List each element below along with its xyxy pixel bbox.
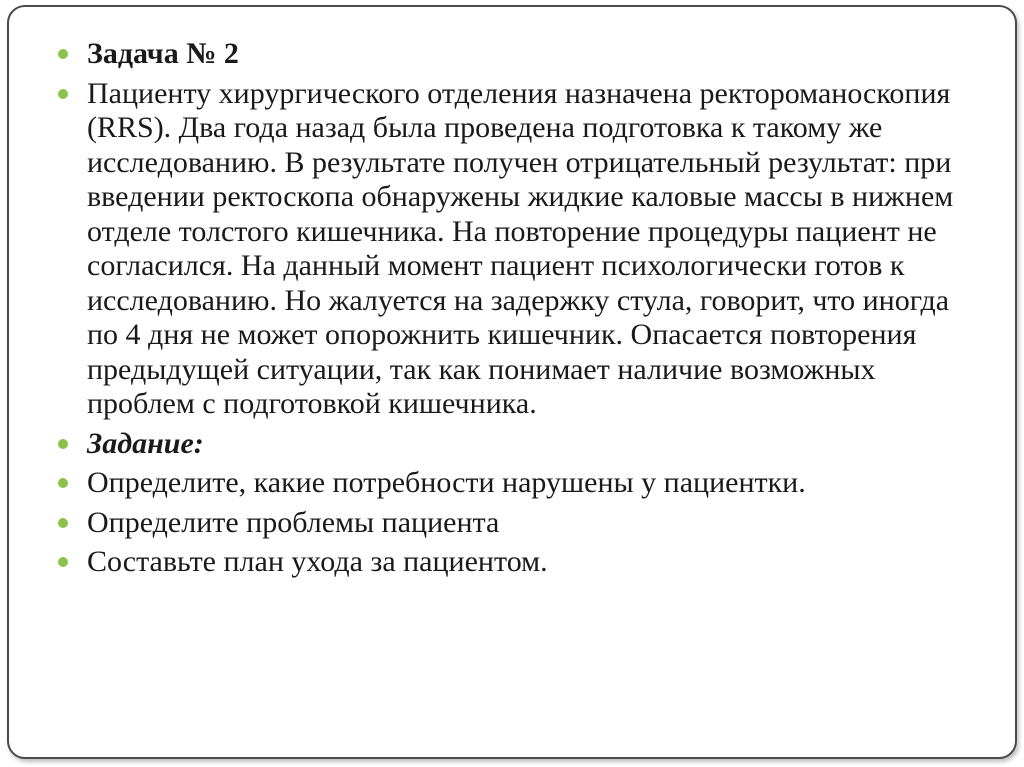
bullet-dot-icon [58,89,68,99]
bullet-item-case [55,77,985,422]
bullet-item-task-2 [55,506,985,541]
bullet-dot-icon [58,478,68,488]
task-text: Определите проблемы пациента [87,505,500,539]
slide-frame [7,5,1017,759]
slide-content [55,37,985,585]
bullet-item-title [55,37,985,72]
bullet-dot-icon [58,439,68,449]
bullet-dot-icon [58,49,68,59]
task-text: Составьте план ухода за пациентом. [87,545,548,578]
bullet-item-task-1 [55,466,985,501]
bullet-item-task-3 [55,545,985,580]
case-description: Пациенту хирургического отделения назначена ректороманоскопия (RRS). Два года назад была проведена подготовка к такому же исследованию. В результате получен отрицательный результат: при введении ректоскопа обнаружены жидкие каловые массы в нижнем отделе толстого кишечника. На повторение процедуры пациент не согласился. На данный момент пациент психологически готов к исследованию. Но жалуется на задержку стула, говорит, что иногда по 4 дня не может опорожнить кишечник. Опасается повторения предыдущей ситуации, так как понимает наличие возможных проблем с подготовкой кишечника. [87,76,954,420]
bullet-dot-icon [58,518,68,528]
bullet-item-task-heading [55,427,985,462]
task-text: Определите, какие потребности нарушены у пациентки. [87,466,806,499]
bullet-dot-icon [58,557,68,567]
slide-title: Задача № 2 [87,37,239,70]
task-heading: Задание: [87,426,204,460]
